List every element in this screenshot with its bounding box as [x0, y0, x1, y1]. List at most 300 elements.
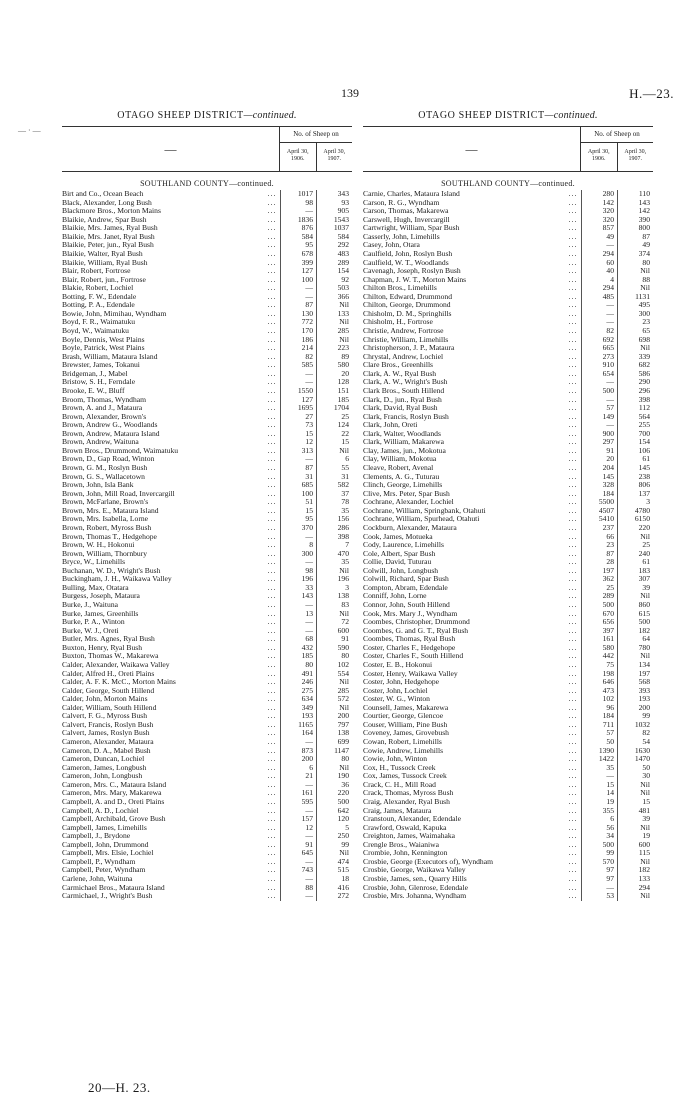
sheep-1906: 362	[581, 575, 617, 584]
leader-dots: ...	[568, 274, 578, 284]
owner-name: Calder, Alexander, Waikawa Valley	[62, 660, 170, 669]
sheep-1906: 53	[581, 892, 617, 901]
year-1907-header: April 30, 1907.	[617, 143, 654, 171]
leader-dots: ...	[568, 788, 578, 798]
owner-name: Brown, A. and J., Mataura	[62, 404, 143, 413]
sheep-1907: 289	[316, 259, 352, 268]
sheep-1906: 97	[581, 866, 617, 875]
sheep-1906: 82	[581, 327, 617, 336]
sheep-1907: 15	[316, 438, 352, 447]
sheep-1907: 1704	[316, 404, 352, 413]
leader-dots: ...	[267, 351, 277, 361]
owner-name: Brown, W. H., Hokonui	[62, 541, 135, 550]
sheep-count-label: No. of Sheep on	[581, 127, 653, 143]
owner-name: Clark, A. W., Wright's Bush	[363, 378, 448, 387]
sheep-1906: 1422	[581, 755, 617, 764]
leader-dots: ...	[568, 779, 578, 789]
sheep-1906: 1017	[280, 190, 316, 199]
sheep-1907: 564	[617, 413, 653, 422]
sheep-1907: 806	[617, 481, 653, 490]
owner-name: Courtier, George, Glencoe	[363, 712, 444, 721]
owner-name: Burgess, Joseph, Mataura	[62, 592, 140, 601]
leader-dots: ...	[568, 463, 578, 472]
sheep-1907: 92	[316, 276, 352, 285]
sheep-1906: 50	[581, 738, 617, 747]
owner-name: Cranstoun, Alexander, Edendale	[363, 815, 461, 824]
owner-name: Campbell, John, Drummond	[62, 840, 149, 849]
sheep-1907: 35	[316, 558, 352, 567]
sheep-count-header	[279, 127, 352, 171]
sheep-1907: 238	[617, 473, 653, 482]
owner-name: Colwill, John, Longbush	[363, 566, 439, 575]
sheep-1906: 678	[280, 250, 316, 259]
owner-name: Brown Bros., Drummond, Waimatuku	[62, 446, 179, 455]
sheep-1906: 294	[581, 250, 617, 259]
sheep-1907: Nil	[617, 344, 653, 353]
sheep-1906: 8	[280, 541, 316, 550]
leader-dots: ...	[267, 326, 277, 335]
sheep-1906: 23	[581, 541, 617, 550]
sheep-1907: 20	[316, 370, 352, 379]
sheep-1907: 698	[617, 336, 653, 345]
sheep-1906: 328	[581, 481, 617, 490]
sheep-1906: 75	[581, 661, 617, 670]
leader-dots: ...	[267, 548, 277, 558]
owner-name: Carswell, Hugh, Invercargill	[363, 215, 450, 224]
leader-dots: ...	[267, 634, 277, 644]
sheep-1907: 102	[316, 661, 352, 670]
owner-name: Brown, Alexander, Brown's	[62, 412, 147, 421]
sheep-1906: 399	[280, 259, 316, 268]
leader-dots: ...	[568, 514, 578, 524]
sheep-1906: —	[581, 301, 617, 310]
right-column	[363, 108, 653, 901]
sheep-1906: 570	[581, 858, 617, 867]
leader-dots: ...	[267, 231, 277, 241]
sheep-1907: 481	[617, 807, 653, 816]
leader-dots: ...	[267, 343, 277, 353]
sheep-1907: 4780	[617, 507, 653, 516]
owner-name: Chisholm, H., Fortrose	[363, 318, 433, 327]
owner-name: Cowan, Robert, Limehills	[363, 738, 442, 746]
sheep-1907: 99	[617, 712, 653, 721]
sheep-1907: Nil	[316, 447, 352, 456]
sheep-1906: 15	[581, 781, 617, 790]
leader-dots: ...	[568, 711, 578, 721]
sheep-1907: 554	[316, 670, 352, 679]
leader-dots: ...	[568, 505, 578, 515]
sheep-1906: 35	[581, 764, 617, 773]
leader-dots: ...	[568, 334, 578, 344]
owner-name: Clark, Walter, Woodlands	[363, 429, 441, 438]
sheep-1907: 128	[316, 378, 352, 387]
sheep-1906: 645	[280, 849, 316, 858]
owner-name: Blair, Robert, Fortrose	[62, 267, 131, 276]
leader-dots: ...	[568, 248, 578, 258]
sheep-1906: 275	[280, 687, 316, 696]
sheep-1906: 91	[581, 447, 617, 456]
leader-dots: ...	[267, 360, 277, 370]
sheep-1906: —	[581, 241, 617, 250]
sheep-1906: 184	[581, 490, 617, 499]
sheep-1906: 184	[581, 712, 617, 721]
owner-name: Carson, Thomas, Makarewa	[363, 207, 449, 216]
district-suffix: —continued.	[243, 110, 297, 121]
year-1906-header: April 30, 1906.	[286, 149, 309, 162]
leader-dots: ...	[568, 385, 578, 395]
sheep-1906: 28	[581, 558, 617, 567]
sheep-1907: 183	[617, 567, 653, 576]
owner-name: Chrystal, Andrew, Lochiel	[363, 352, 444, 361]
sheep-1907: 112	[617, 404, 653, 413]
owner-name: Cameron, Mrs. Mary, Makarewa	[62, 789, 162, 798]
leader-dots: ...	[568, 822, 578, 832]
table-header	[363, 126, 653, 172]
sheep-1907: 5	[316, 824, 352, 833]
leader-dots: ...	[568, 565, 578, 575]
owner-name: Clare Bros., Greenhills	[363, 361, 434, 370]
owner-name: Buxton, Henry, Ryal Bush	[62, 643, 142, 652]
sheep-1907: 87	[617, 233, 653, 242]
sheep-1906: —	[581, 318, 617, 327]
sheep-1907: Nil	[617, 824, 653, 833]
sheep-1907: 600	[316, 627, 352, 636]
owner-name: Burke, P. A., Winton	[62, 618, 125, 627]
sheep-1906: 15	[280, 507, 316, 516]
sheep-1906: 73	[280, 421, 316, 430]
sheep-1907: 339	[617, 353, 653, 362]
leader-dots: ...	[267, 471, 277, 481]
leader-dots: ...	[568, 428, 578, 438]
sheep-1907: 800	[617, 224, 653, 233]
owner-name: Clark, John, Oreti	[363, 421, 418, 430]
sheep-1906: 196	[280, 575, 316, 584]
leader-dots: ...	[568, 574, 578, 584]
sheep-1906: 500	[581, 601, 617, 610]
sheep-1906: 97	[581, 875, 617, 884]
leader-dots: ...	[568, 497, 578, 507]
sheep-1906: 300	[280, 550, 316, 559]
owner-name: Clive, Mrs. Peter, Spar Bush	[363, 489, 450, 498]
leader-dots: ...	[568, 796, 578, 806]
leader-dots: ...	[568, 189, 578, 198]
sheep-1907: 1543	[316, 216, 352, 225]
owner-name: Butler, Mrs. Agnes, Ryal Bush	[62, 635, 155, 644]
owner-name: Calvert, James, Roslyn Bush	[62, 729, 150, 738]
sheep-1906: —	[280, 892, 316, 901]
owner-name: Cox, H., Tussock Creek	[363, 763, 436, 772]
sheep-1907: 35	[316, 507, 352, 516]
leader-dots: ...	[568, 642, 578, 652]
leader-dots: ...	[267, 274, 277, 284]
sheep-1907: 272	[316, 892, 352, 901]
leader-dots: ...	[267, 514, 277, 524]
sheep-1907: 37	[316, 490, 352, 499]
sheep-1906: 102	[581, 695, 617, 704]
sheep-1907: 137	[617, 490, 653, 499]
owner-name: Cochrane, Alexander, Lochiel	[363, 498, 454, 507]
owner-name: Buckingham, J. H., Waikawa Valley	[62, 575, 172, 584]
sheep-1907: 143	[617, 199, 653, 208]
sheep-1906: —	[280, 601, 316, 610]
owner-name: Coster, E. B., Hokonui	[363, 660, 433, 669]
leader-dots: ...	[267, 317, 277, 327]
leader-dots: ...	[267, 531, 277, 541]
owner-name: Cook, Mrs. Mary J., Wyndham	[363, 609, 458, 618]
owner-name: Brooke, E. W., Bluff	[62, 386, 125, 395]
leader-dots: ...	[267, 719, 277, 729]
sheep-1907: 255	[617, 421, 653, 430]
leader-dots: ...	[267, 214, 277, 224]
sheep-1907: 500	[617, 618, 653, 627]
owner-name: Brown, William, Thornbury	[62, 549, 148, 558]
owner-name: Campbell, A. D., Lochiel	[62, 806, 139, 815]
sheep-1906: 692	[581, 336, 617, 345]
sheep-1907: 3	[617, 498, 653, 507]
sheep-1906: 130	[280, 310, 316, 319]
sheep-1906: —	[280, 875, 316, 884]
sheep-1906: 857	[581, 224, 617, 233]
owner-name: Casserly, John, Limehills	[363, 232, 440, 241]
sheep-1907: 54	[617, 738, 653, 747]
leader-dots: ...	[568, 437, 578, 447]
owner-name: Collie, David, Tuturau	[363, 558, 432, 567]
leader-dots: ...	[568, 548, 578, 558]
owner-name: Cody, Laurence, Limehills	[363, 541, 444, 550]
sheep-1906: 294	[581, 284, 617, 293]
sheep-1907: Nil	[617, 789, 653, 798]
sheep-1907: Nil	[316, 610, 352, 619]
leader-dots: ...	[267, 668, 277, 678]
page-reference: H.—23.	[629, 86, 674, 101]
owner-name: Chapman, J. W. T., Morton Mains	[363, 275, 467, 284]
sheep-1907: 572	[316, 695, 352, 704]
sheep-1906: 127	[280, 267, 316, 276]
leader-dots: ...	[568, 557, 578, 567]
leader-dots: ...	[267, 882, 277, 892]
owner-name: Cameron, Duncan, Lochiel	[62, 755, 145, 764]
sheep-1907: 682	[617, 361, 653, 370]
sheep-1907: 586	[617, 370, 653, 379]
sheep-1906: 743	[280, 866, 316, 875]
owner-name: Calder, George, South Hillend	[62, 686, 155, 695]
owner-name: Brown, Andrew G., Woodlands	[62, 421, 158, 430]
leader-dots: ...	[267, 223, 277, 233]
sheep-1906: —	[280, 738, 316, 747]
leader-dots: ...	[568, 411, 578, 421]
owner-name: Cowie, John, Winton	[363, 755, 428, 764]
sheep-1907: Nil	[316, 336, 352, 345]
sheep-1907: 3	[316, 584, 352, 593]
leader-dots: ...	[568, 197, 578, 207]
page-number: 139	[341, 86, 359, 100]
leader-dots: ...	[267, 685, 277, 695]
sheep-1906: 161	[280, 789, 316, 798]
owner-name: Cook, James, Motueka	[363, 532, 433, 541]
sheep-1907: 580	[316, 361, 352, 370]
leader-dots: ...	[568, 283, 578, 293]
sheep-1906: 1695	[280, 404, 316, 413]
leader-dots: ...	[568, 394, 578, 404]
leader-dots: ...	[267, 805, 277, 815]
sheep-1906: 646	[581, 678, 617, 687]
sheep-1906: —	[581, 421, 617, 430]
sheep-1907: 83	[316, 601, 352, 610]
sheep-1906: 355	[581, 807, 617, 816]
sheep-1906: 656	[581, 618, 617, 627]
sheep-1907: 80	[316, 755, 352, 764]
owner-name: Clay, James, jun., Mokotua	[363, 446, 446, 455]
owner-name: Clark, David, Ryal Bush	[363, 404, 438, 413]
sheep-1907: 110	[617, 190, 653, 199]
leader-dots: ...	[568, 522, 578, 532]
leader-dots: ...	[267, 659, 277, 669]
leader-dots: ...	[568, 608, 578, 618]
header-dash: —	[164, 142, 177, 156]
sheep-1906: 33	[280, 584, 316, 593]
owner-name: Christie, William, Limehills	[363, 335, 449, 344]
table-header	[62, 126, 352, 172]
sheep-1906: —	[581, 396, 617, 405]
sheep-1906: 876	[280, 224, 316, 233]
sheep-1906: —	[280, 618, 316, 627]
sheep-1907: 366	[316, 293, 352, 302]
sheep-1906: 500	[581, 387, 617, 396]
leader-dots: ...	[267, 540, 277, 550]
sheep-1907: 797	[316, 721, 352, 730]
owner-name: Coster, Charles F., South Hillend	[363, 652, 464, 661]
owner-name: Bryce, W., Limehills	[62, 558, 126, 567]
sheep-1907: 182	[617, 627, 653, 636]
leader-dots: ...	[267, 283, 277, 293]
owner-name: Calder, Alfred H., Oreti Plains	[62, 669, 155, 678]
sheep-1906: 654	[581, 370, 617, 379]
owner-name: Campbell, A. and D., Oreti Plains	[62, 797, 165, 806]
owner-name: Brown, Robert, Myross Bush	[62, 523, 152, 532]
sheep-1907: 290	[617, 378, 653, 387]
sheep-1906: 585	[280, 361, 316, 370]
leader-dots: ...	[568, 454, 578, 464]
sheep-1907: Nil	[617, 892, 653, 901]
owner-name: Botting, F. W., Edendale	[62, 292, 137, 301]
leader-dots: ...	[267, 368, 277, 378]
leader-dots: ...	[568, 231, 578, 241]
sheep-1906: 164	[280, 729, 316, 738]
sheep-1906: 198	[581, 670, 617, 679]
leader-dots: ...	[267, 694, 277, 704]
sheep-1907: 120	[316, 815, 352, 824]
sheep-1906: 100	[280, 490, 316, 499]
owner-name: Brown, G. S., Wallacetown	[62, 472, 145, 481]
owner-name: Cameron, Alexander, Mataura	[62, 738, 154, 746]
sheep-1906: 87	[280, 301, 316, 310]
leader-dots: ...	[568, 617, 578, 627]
owner-name: Botting, P. A., Edendale	[62, 301, 135, 310]
leader-dots: ...	[267, 839, 277, 849]
owner-name: Brewster, James, Tokanui	[62, 361, 140, 370]
leader-dots: ...	[568, 848, 578, 858]
leader-dots: ...	[568, 403, 578, 413]
sheep-1906: 485	[581, 293, 617, 302]
leader-dots: ...	[568, 308, 578, 318]
leader-dots: ...	[568, 351, 578, 361]
sheep-1907: Nil	[617, 592, 653, 601]
owner-name: Cameron, Mrs. C., Mataura Island	[62, 780, 167, 789]
leader-dots: ...	[568, 214, 578, 224]
sheep-1907: 390	[617, 216, 653, 225]
sheep-1906: 349	[280, 704, 316, 713]
leader-dots: ...	[267, 728, 277, 738]
sheep-1907: 151	[316, 387, 352, 396]
leader-dots: ...	[267, 505, 277, 515]
leader-dots: ...	[267, 454, 277, 464]
sheep-1907: 78	[316, 498, 352, 507]
leader-dots: ...	[267, 754, 277, 764]
sheep-1907: 483	[316, 250, 352, 259]
leader-dots: ...	[568, 745, 578, 755]
sheep-1907: 25	[316, 413, 352, 422]
leader-dots: ...	[267, 677, 277, 687]
district-name: OTAGO SHEEP DISTRICT	[117, 110, 244, 121]
sheep-1906: 57	[581, 729, 617, 738]
owner-name: Campbell, Archibald, Grove Bush	[62, 815, 166, 824]
leader-dots: ...	[568, 882, 578, 892]
sheep-1907: 200	[316, 712, 352, 721]
owner-name: Crack, Thomas, Myross Bush	[363, 789, 454, 798]
sheep-1906: 149	[581, 413, 617, 422]
owner-name: Brown, Thomas T., Hedgehope	[62, 532, 157, 541]
sheep-1907: 285	[316, 327, 352, 336]
owner-name: Conniff, John, Lorne	[363, 592, 427, 601]
owner-name: Clark Bros., South Hillend	[363, 386, 445, 395]
sheep-1907: 39	[617, 584, 653, 593]
sheep-1907: 470	[316, 550, 352, 559]
owner-name: Blackmore Bros., Morton Mains	[62, 207, 161, 216]
leader-dots: ...	[568, 685, 578, 695]
owner-name: Carlene, John, Waituna	[62, 875, 133, 883]
leader-dots: ...	[267, 625, 277, 635]
owner-name: Caulfield, John, Roslyn Bush	[363, 249, 453, 258]
leader-dots: ...	[267, 608, 277, 618]
owner-name: Cochrane, William, Spurhead, Otahuti	[363, 515, 480, 524]
owner-name: Buchanan, W. D., Wright's Bush	[62, 566, 161, 575]
leader-dots: ...	[568, 582, 578, 592]
leader-dots: ...	[568, 659, 578, 669]
leader-dots: ...	[568, 668, 578, 678]
leader-dots: ...	[568, 771, 578, 781]
owner-name: Chilton Bros., Limehills	[363, 284, 437, 293]
owner-name: Compton, Abram, Edendale	[363, 583, 448, 592]
sheep-1906: 442	[581, 652, 617, 661]
sheep-1907: 196	[316, 575, 352, 584]
owner-name: Boyd, W., Waimatuku	[62, 327, 129, 335]
owner-name: Burke, J., Waituna	[62, 601, 118, 609]
owner-name: Calder, William, South Hillend	[62, 703, 157, 712]
leader-dots: ...	[568, 677, 578, 687]
sheep-1906: 96	[581, 704, 617, 713]
sheep-1906: 193	[280, 712, 316, 721]
sheep-1907: 36	[316, 781, 352, 790]
sheep-1907: 99	[316, 841, 352, 850]
leader-dots: ...	[568, 600, 578, 609]
leader-dots: ...	[568, 839, 578, 849]
owner-name: Buxton, Thomas W., Makarewa	[62, 652, 159, 661]
sheep-1907: 39	[617, 815, 653, 824]
leader-dots: ...	[568, 694, 578, 704]
leader-dots: ...	[568, 805, 578, 815]
sheep-1906: —	[280, 858, 316, 867]
sheep-1907: 294	[617, 884, 653, 893]
